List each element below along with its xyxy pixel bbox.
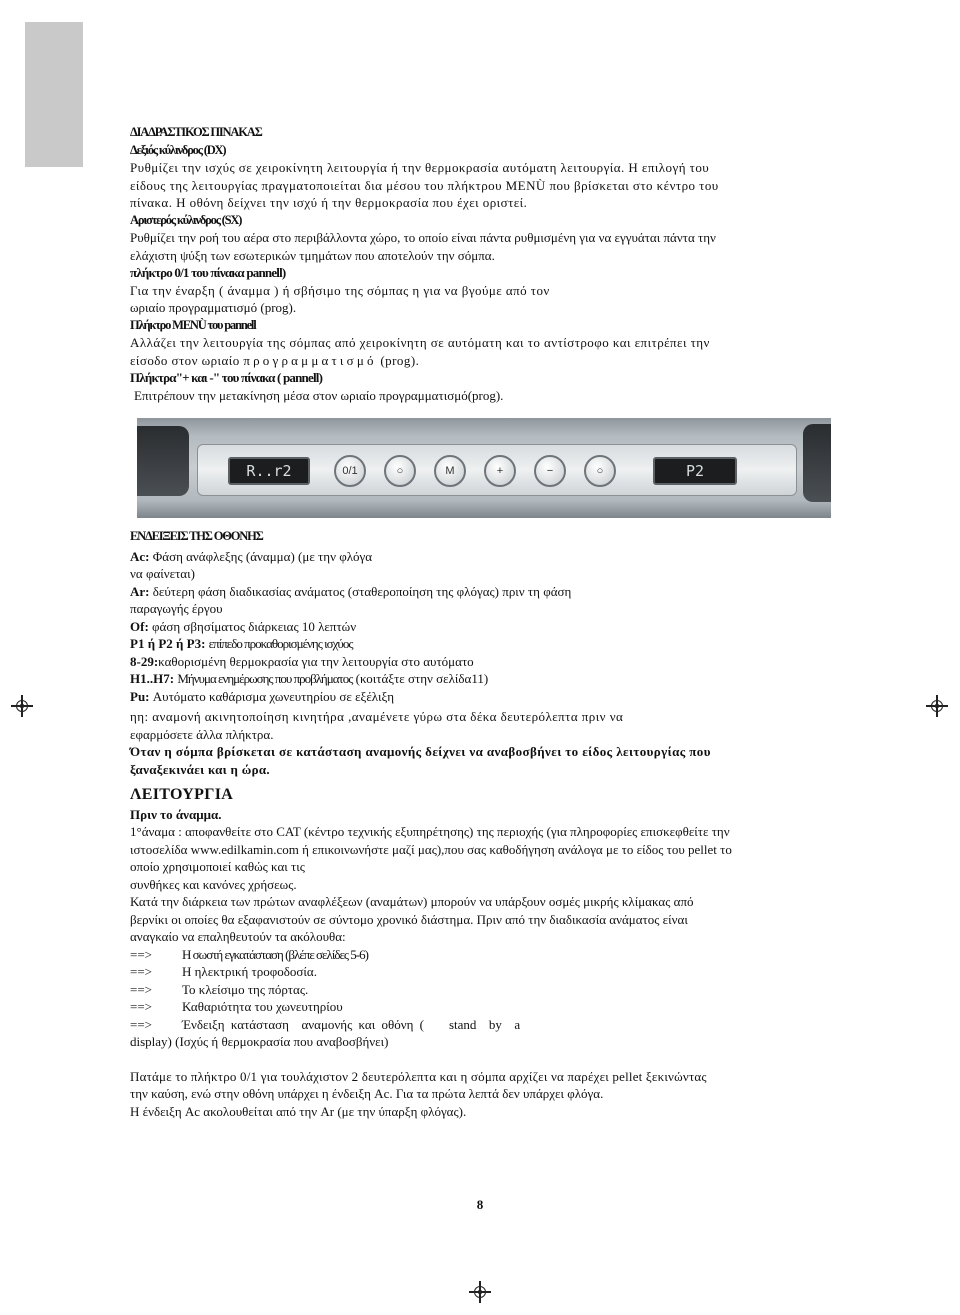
- h-key: H1..H7:: [130, 671, 175, 686]
- list-item: [130, 963, 820, 981]
- hh-row: [130, 708, 820, 726]
- power-button: 0/1: [334, 455, 366, 487]
- start-paragraph-2: την καύση, ενώ στην οθόνη υπάρχει η ένδειξη Ac. Για τα πρώτα λεπτά δεν υπάρχει φλόγα.: [130, 1086, 604, 1101]
- registration-mark-right-icon: [926, 695, 948, 717]
- arrow-icon: ==>: [130, 964, 152, 979]
- pu-key: Pu:: [130, 688, 150, 704]
- ac-row: [130, 548, 820, 566]
- right-knob: [803, 424, 831, 502]
- t-key: 8-29:: [130, 653, 159, 669]
- sx-line-2: ελάχιστη ψύξη των εσωτερικών τμημάτων που αποτελούν την σόμπα.: [130, 247, 495, 263]
- checklist-item-text: Το κλείσιμο της πόρτας.: [182, 981, 309, 997]
- page-edge-tab: [25, 22, 83, 167]
- checklist-item-text: Καθαριότητα του χωνευτηρίου: [182, 999, 343, 1014]
- list-item: [130, 981, 820, 999]
- ar-row-2: παραγωγής έργου: [130, 601, 223, 616]
- ar-row: [130, 583, 820, 601]
- list-item: [130, 946, 820, 964]
- p-value: επίπεδο προκαθορισμένης ισχύος: [208, 636, 353, 651]
- arrow-icon: ==>: [130, 999, 152, 1014]
- checklist-item-text: Η ηλεκτρική τροφοδοσία.: [182, 964, 317, 979]
- menu-line-1: Αλλάζει την λειτουργία της σόμπας από χειροκίνητη σε αυτόματη και το αντίστροφο και επιτρέπει την: [130, 335, 710, 350]
- ac-key: Ac:: [130, 548, 150, 564]
- left-knob: [137, 426, 189, 496]
- control-panel-image: [137, 418, 831, 518]
- registration-mark-bottom-icon: [469, 1281, 491, 1303]
- ac-value: Φάση ανάφλεξης (άναμμα) (με την φλόγα: [152, 548, 373, 564]
- p-row: [130, 635, 820, 653]
- plus-button: +: [484, 455, 516, 487]
- pu-value: Αυτόματο καθάρισμα χωνευτηρίου σε εξέλιξη: [152, 688, 395, 704]
- button-strip: [197, 444, 797, 496]
- plus-line-1: Επιτρέπουν την μετακίνηση μέσα στον ωριαίο προγραμματισμό(prog).: [134, 387, 504, 403]
- p-key: P1 ή P2 ή P3:: [130, 636, 206, 651]
- op-line-3: οποίο χρησιμοποιεί καθώς και τις: [130, 859, 305, 874]
- extra-button-2: ○: [584, 455, 616, 487]
- of-value: φάση σβησίματος διάρκειας 10 λεπτών: [152, 618, 357, 634]
- op-line-2: ιστοσελίδα www.edilkamin.com ή επικοινωνήστε μαζί μας),που σας καθοδήγηση ανάλογα με το είδος του pellet το: [130, 841, 732, 857]
- ar-value: δεύτερη φάση διαδικασίας ανάματος (σταθεροποίηση της φλόγας) πριν τη φάση: [152, 583, 572, 599]
- op-line-4: συνθήκες και κανόνες χρήσεως.: [130, 876, 297, 892]
- section3-subtitle: Πριν το άναμμα.: [130, 806, 222, 822]
- dx-line-1: Ρυθμίζει την ισχύς σε χειροκίνητη λειτουργία ή την θερμοκρασία αυτόματη λειτουργία. Η επιλογή του: [130, 160, 710, 175]
- t-row: [130, 653, 820, 671]
- registration-mark-left-icon: [11, 695, 33, 717]
- op-line-5: Κατά την διάρκεια των πρώτων αναφλέξεων (αναμάτων) μπορούν να υπάρξουν οσμές μικρής κλίμακας από: [130, 894, 694, 909]
- of-row: [130, 618, 820, 636]
- dx-line-2: είδους της λειτουργίας πραγματοποιείται δια μέσου του πλήκτρου MENÙ που βρίσκεται στο κέντρο του: [130, 177, 719, 193]
- menu-heading: Πλήκτρο MENÙ του pannell: [130, 317, 256, 332]
- hh-key: ηη:: [130, 709, 149, 724]
- list-item: [130, 1016, 820, 1034]
- ar-key: Ar:: [130, 583, 150, 599]
- list-item: [130, 998, 820, 1016]
- h-value-2: (κοιτάξτε στην σελίδα11): [355, 671, 489, 686]
- display-right: P2: [653, 457, 737, 485]
- menu-button: M: [434, 455, 466, 487]
- extra-button: ○: [384, 455, 416, 487]
- arrow-icon: ==>: [130, 1016, 152, 1032]
- sx-heading: Αριστερός κύλινδρος (SX): [130, 212, 242, 227]
- checklist: [130, 946, 820, 1034]
- arrow-icon: ==>: [130, 981, 152, 997]
- h-row: [130, 670, 820, 688]
- ac-row-2: να φαίνεται): [130, 566, 195, 581]
- standby-note-1: Όταν η σόμπα βρίσκεται σε κατάσταση αναμονής δείχνει να αναβοσβήνει το είδος λειτουργίας που: [130, 744, 711, 759]
- op-line-1: 1°άναμα : αποφανθείτε στο CAT (κέντρο τεχνικής εξυπηρέτησης) της περιοχής (για πληροφορίες επισκεφθείτε την: [130, 824, 730, 839]
- menu-line-2b: προγραμματισμό: [243, 352, 377, 368]
- arrow-icon: ==>: [130, 946, 152, 962]
- menu-line-2c: (prog).: [380, 352, 420, 368]
- hh-value: αναμονή ακινητοποίηση κινητήρα ,αναμένετε γύρω στα δέκα δευτερόλεπτα πριν να: [152, 709, 624, 724]
- section-interactive-panel: [130, 124, 820, 404]
- start-paragraph-3: Η ένδειξη Ac ακολουθείται από την Ar (με την ύπαρξη φλόγας).: [130, 1103, 467, 1119]
- op-line-7: αναγκαίο να επαληθευτούν τα ακόλουθα:: [130, 929, 346, 944]
- op-line-6: βερνίκι οι οποίες θα εξαφανιστούν σε σύντομο χρονικό διάστημα. Πριν από την διαδικασία ανάματος είναι: [130, 911, 688, 927]
- key01-heading: πλήκτρο 0/1 του πίνακα pannell): [130, 265, 286, 280]
- section-title: ΔΙΑΔΡΑΣΤΙΚΟΣ ΠΙΝΑΚΑΣ: [130, 125, 262, 139]
- hh-row-2: εφαρμόσετε άλλα πλήκτρα.: [130, 726, 274, 742]
- section-display-indications: [130, 528, 820, 778]
- dx-line-3: πίνακα. Η οθόνη δείχνει την ισχύ ή την θερμοκρασία που έχει οριστεί.: [130, 195, 528, 210]
- section3-title: ΛΕΙΤΟΥΡΓΙΑ: [130, 786, 234, 803]
- section-operation: [130, 786, 820, 1120]
- minus-button: −: [534, 455, 566, 487]
- plus-heading: Πλήκτρα"+ και -" του πίνακα ( pannell): [130, 370, 323, 385]
- page-number: 8: [476, 1197, 484, 1212]
- h-value: Μήνυμα ενημέρωσης που προβλήματος: [177, 671, 353, 686]
- display-left: R..r2: [228, 457, 310, 485]
- standby-note-2: ξαναξεκινάει και η ώρα.: [130, 761, 270, 777]
- key01-line-2: ωριαίο προγραμματισμό (prog).: [130, 300, 297, 315]
- menu-line-2a: είσοδο στον ωριαίο: [130, 352, 240, 368]
- checklist-item-text: Η σωστή εγκατάσταση (βλέπε σελίδες 5-6): [182, 946, 368, 962]
- sx-line-1: Ρυθμίζει την ροή του αέρα στο περιβάλλοντα χώρο, το οποίο είναι πάντα ρυθμισμένη για να εγγυάται πάντα την: [130, 230, 716, 245]
- pu-row: [130, 688, 820, 706]
- key01-line-1: Για την έναρξη ( άναμμα ) ή σβήσιμο της σόμπας η για να βγούμε από τον: [130, 282, 550, 298]
- of-key: Of:: [130, 618, 149, 634]
- checklist-item-cont: display) (Ισχύς ή θερμοκρασία που αναβοσβήνει): [130, 1034, 389, 1049]
- dx-heading: Δεξιός κύλινδρος (DX): [130, 142, 226, 157]
- t-value: καθορισμένη θερμοκρασία για την λειτουργία στο αυτόματο: [158, 653, 474, 669]
- start-paragraph-1: Πατάμε το πλήκτρο 0/1 για τουλάχιστον 2 δευτερόλεπτα και η σόμπα αρχίζει να παρέχει pellet ξεκινώντας: [130, 1068, 707, 1084]
- checklist-item-text: Ένδειξη κατάσταση αναμονής και οθόνη ( stand by a: [182, 1016, 521, 1032]
- section2-title: ΕΝΔΕΙΞΕΙΣ ΤΗΣ ΟΘΟΝΗΣ: [130, 529, 263, 543]
- menu-line-2: [130, 352, 820, 370]
